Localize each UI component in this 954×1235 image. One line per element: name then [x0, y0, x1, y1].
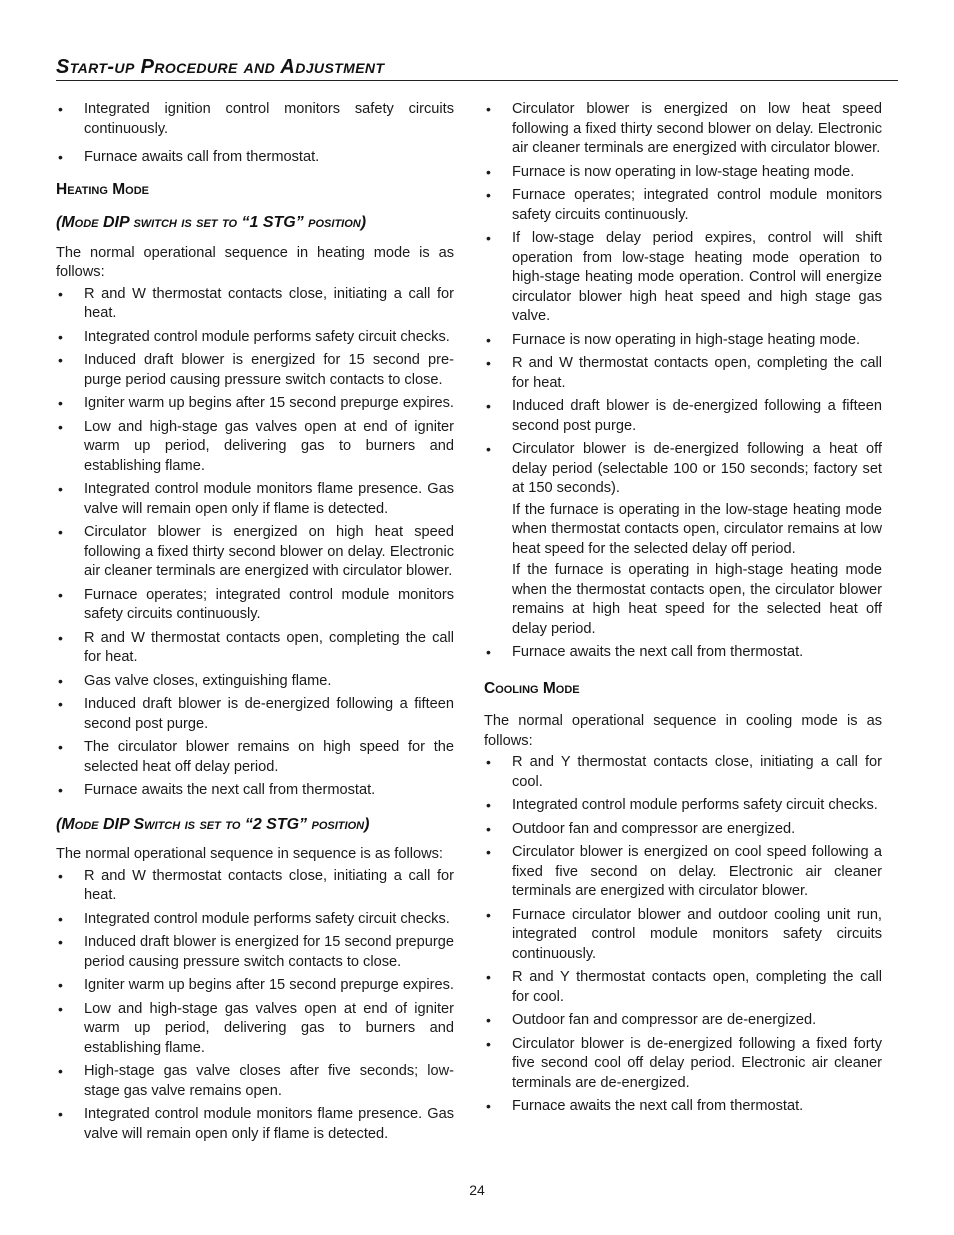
sub2-list	[56, 867, 454, 1145]
cooling-mode-heading: Cooling Mode	[484, 679, 580, 697]
list-item: • Outdoor fan and compressor are energized.	[484, 820, 882, 840]
list-item: • Furnace operates; integrated control module monitors safety circuits continuously.	[484, 186, 882, 225]
heating-end-list	[484, 643, 882, 663]
left-column	[56, 100, 454, 1148]
intro-list	[56, 100, 454, 168]
list-item: • Furnace circulator blower and outdoor cooling unit run, integrated control module monitors safety circuits continuously.	[484, 906, 882, 965]
list-item: • Induced draft blower is energized for 15 second prepurge period causing pressure switch contacts to close.	[56, 933, 454, 972]
sub-heading-2stg: (Mode DIP Switch is set to “2 STG” position)	[56, 815, 370, 833]
list-item: • Induced draft blower is de-energized following a fifteen second post purge.	[484, 397, 882, 436]
list-item: • R and Y thermostat contacts open, completing the call for cool.	[484, 968, 882, 1007]
list-item: • Induced draft blower is energized for 15 second pre-purge period causing pressure switch contacts to close.	[56, 351, 454, 390]
list-item: • Low and high-stage gas valves open at end of igniter warm up period, delivering gas to burners and establishing flame.	[56, 418, 454, 477]
heating-continued-list	[484, 100, 882, 499]
list-item: • Integrated control module performs safety circuit checks.	[484, 796, 882, 816]
list-item: • Igniter warm up begins after 15 second prepurge expires.	[56, 976, 454, 996]
list-item: • The circulator blower remains on high speed for the selected heat off delay period.	[56, 738, 454, 777]
low-stage-note: If the furnace is operating in the low-stage heating mode when thermostat contacts open, circulator remains at low heat speed for the selected delay off period.	[512, 501, 882, 557]
heating-mode-heading: Heating Mode	[56, 180, 149, 198]
list-item: • Furnace is now operating in high-stage heating mode.	[484, 331, 882, 351]
list-item: • Igniter warm up begins after 15 second prepurge expires.	[56, 394, 454, 414]
right-column	[484, 100, 882, 1121]
list-item: • Circulator blower is energized on cool speed following a fixed five second on delay. Electronic air cleaner terminals are energized with circulator blower.	[484, 843, 882, 902]
list-item: • Furnace awaits call from thermostat.	[56, 148, 454, 168]
list-item: • Furnace awaits the next call from thermostat.	[56, 781, 454, 801]
list-item: • Integrated ignition control monitors safety circuits continuously.	[56, 100, 454, 139]
page-title: Start-up Procedure and Adjustment	[56, 56, 385, 78]
list-item: • Integrated control module performs safety circuit checks.	[56, 910, 454, 930]
list-item: • R and W thermostat contacts close, initiating a call for heat.	[56, 867, 454, 906]
list-item: • High-stage gas valve closes after five seconds; low-stage gas valve remains open.	[56, 1062, 454, 1101]
list-item: • Furnace operates; integrated control module monitors safety circuits continuously.	[56, 586, 454, 625]
list-item: • Circulator blower is de-energized following a fixed forty five second cool off delay period. Electronic air cleaner terminals are de-energized.	[484, 1035, 882, 1094]
page-number: 24	[469, 1182, 485, 1198]
list-item: • Furnace is now operating in low-stage heating mode.	[484, 163, 882, 183]
page-header	[56, 52, 898, 81]
list-item: • Low and high-stage gas valves open at end of igniter warm up period, delivering gas to burners and establishing flame.	[56, 1000, 454, 1059]
list-item: • R and Y thermostat contacts close, initiating a call for cool.	[484, 753, 882, 792]
cooling-list	[484, 753, 882, 1117]
list-item: • R and W thermostat contacts close, initiating a call for heat.	[56, 285, 454, 324]
sub1-intro: The normal operational sequence in heating mode is as follows:	[56, 244, 454, 280]
list-item: • Circulator blower is energized on low heat speed following a fixed thirty second blower on delay. Electronic air cleaner terminals are energized with circulator blower.	[484, 100, 882, 159]
list-item: • Integrated control module monitors flame presence. Gas valve will remain open only if flame is detected.	[56, 1105, 454, 1144]
list-item: • Furnace awaits the next call from thermostat.	[484, 1097, 882, 1117]
list-item: • R and W thermostat contacts open, completing the call for heat.	[484, 354, 882, 393]
list-item: • Induced draft blower is de-energized following a fifteen second post purge.	[56, 695, 454, 734]
list-item: • If low-stage delay period expires, control will shift operation from low-stage heating mode operation to high-stage heating mode operation. Control will energize circulator blower high heat speed and high stage gas valve.	[484, 229, 882, 327]
list-item: • Integrated control module monitors flame presence. Gas valve will remain open only if flame is detected.	[56, 480, 454, 519]
high-stage-note: If the furnace is operating in high-stage heating mode when the thermostat contacts open, the circulator blower remains at high heat speed for the selected heat off delay period.	[512, 562, 882, 637]
list-item: • Gas valve closes, extinguishing flame.	[56, 672, 454, 692]
list-item: • Circulator blower is de-energized following a heat off delay period (selectable 100 or 150 seconds; factory set at 150 seconds).	[484, 440, 882, 499]
list-item: • R and W thermostat contacts open, completing the call for heat.	[56, 629, 454, 668]
list-item: • Outdoor fan and compressor are de-energized.	[484, 1011, 882, 1031]
list-item: • Circulator blower is energized on high heat speed following a fixed thirty second blower on delay. Electronic air cleaner terminals are energized with circulator blower.	[56, 523, 454, 582]
sub2-intro: The normal operational sequence in sequence is as follows:	[56, 846, 443, 862]
sub1-list	[56, 285, 454, 801]
sub-heading-1stg: (Mode DIP switch is set to “1 STG” position)	[56, 214, 367, 231]
list-item: • Integrated control module performs safety circuit checks.	[56, 328, 454, 348]
cooling-intro: The normal operational sequence in cooling mode is as follows:	[484, 713, 882, 749]
list-item: • Furnace awaits the next call from thermostat.	[484, 643, 882, 663]
